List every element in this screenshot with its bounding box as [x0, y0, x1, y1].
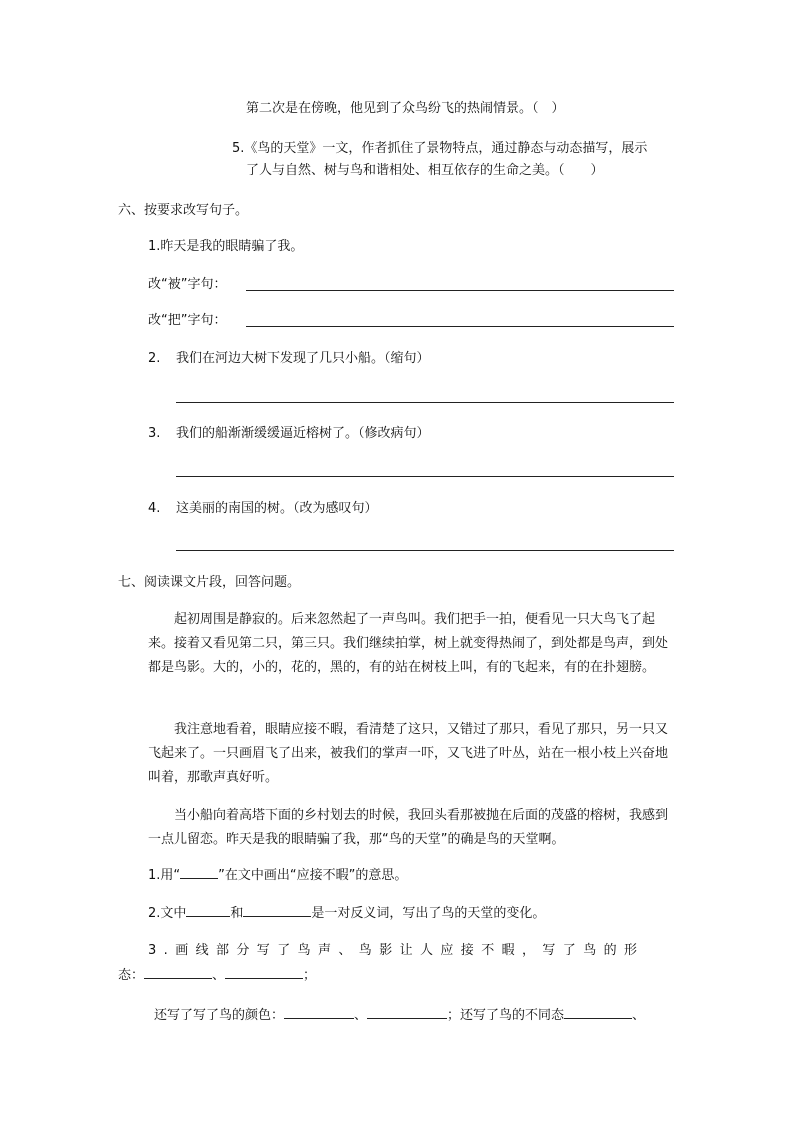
rewrite-question-2-number: 2.	[148, 351, 161, 366]
form-blank-2[interactable]	[225, 966, 303, 979]
ba-sentence-answer-line[interactable]	[246, 326, 674, 327]
posture-separator: 、	[632, 1008, 646, 1023]
reading-paragraph-2: 我注意地看着，眼睛应接不暇，看清楚了这只，又错过了那只，看见了那只，另一只又飞起来了。一只画眉飞了出来，被我们的掌声一吓，又飞进了叶丛，站在一根小枝上兴奋地叫着，那歌声真好听。	[148, 722, 669, 785]
reading-question-3-line3	[154, 1006, 645, 1025]
judgment-item-5-line2: 了人与自然、树与鸟和谐相处、相互依存的生命之美。（ ）	[246, 163, 604, 178]
color-separator: 、	[354, 1008, 368, 1023]
color-blank-1[interactable]	[284, 1006, 354, 1019]
reading-question-1-suffix: ”在文中画出“应接不暇”的意思。	[218, 868, 408, 883]
antonym-blank-2[interactable]	[243, 904, 311, 917]
form-separator: 、	[212, 968, 226, 983]
rewrite-question-2: 我们在河边大树下发现了几只小船。（缩句）	[176, 351, 430, 366]
rewrite-question-4: 这美丽的南国的树。（改为感叹句）	[176, 501, 378, 516]
question-4-answer-line[interactable]	[176, 550, 674, 551]
reading-question-2-and: 和	[230, 906, 244, 921]
ba-sentence-label: 改“把”字句：	[148, 313, 227, 328]
section-7-title: 七、阅读课文片段，回答问题。	[118, 575, 301, 590]
reading-question-1	[148, 866, 407, 885]
posture-label: ；还写了鸟的不同态	[447, 1008, 565, 1023]
reading-question-3-line2	[118, 966, 316, 985]
form-end: ；	[303, 968, 317, 983]
question-3-answer-line[interactable]	[176, 476, 674, 477]
reading-paragraph-1: 起初周围是静寂的。后来忽然起了一声鸟叫。我们把手一拍，便看见一只大鸟飞了起来。接着又看见第二只，第三只。我们继续拍掌，树上就变得热闹了，到处都是鸟声，到处都是鸟影。大的，小的，花的，黑的，有的站在树枝上叫，有的飞起来，有的在扑翅膀。	[148, 612, 669, 675]
underline-sample	[180, 866, 218, 879]
rewrite-question-1: 1.昨天是我的眼睛骗了我。	[148, 239, 304, 254]
reading-question-2	[148, 904, 545, 923]
antonym-blank-1[interactable]	[186, 904, 230, 917]
judgment-item-5-line1: 5.《鸟的天堂》一文，作者抓住了景物特点，通过静态与动态描写，展示	[232, 141, 648, 156]
form-blank-1[interactable]	[144, 966, 212, 979]
form-label: 态：	[118, 968, 145, 983]
bei-sentence-label: 改“被”字句：	[148, 277, 227, 292]
color-blank-2[interactable]	[367, 1006, 447, 1019]
reading-question-2-prefix: 2.文中	[148, 906, 187, 921]
posture-blank-1[interactable]	[564, 1006, 632, 1019]
color-label: 还写了写了鸟的颜色：	[154, 1008, 285, 1023]
question-2-answer-line[interactable]	[176, 402, 674, 403]
rewrite-question-3-number: 3.	[148, 426, 161, 441]
reading-question-3-line1: 3.画线部分写了鸟声、鸟影让人应接不暇，写了鸟的形	[148, 943, 645, 958]
reading-question-2-suffix: 是一对反义词，写出了鸟的天堂的变化。	[311, 906, 546, 921]
judgment-item-4: 第二次是在傍晚，他见到了众鸟纷飞的热闹情景。（ ）	[246, 101, 565, 116]
section-6-title: 六、按要求改写句子。	[118, 203, 249, 218]
rewrite-question-3: 我们的船渐渐缓缓逼近榕树了。（修改病句）	[176, 426, 430, 441]
reading-question-1-prefix: 1.用“	[148, 868, 181, 883]
bei-sentence-answer-line[interactable]	[246, 290, 674, 291]
reading-paragraph-3: 当小船向着高塔下面的乡村划去的时候，我回头看那被抛在后面的茂盛的榕树，我感到一点儿留恋。昨天是我的眼睛骗了我，那“鸟的天堂”的确是鸟的天堂啊。	[148, 808, 669, 847]
rewrite-question-4-number: 4.	[148, 501, 161, 516]
